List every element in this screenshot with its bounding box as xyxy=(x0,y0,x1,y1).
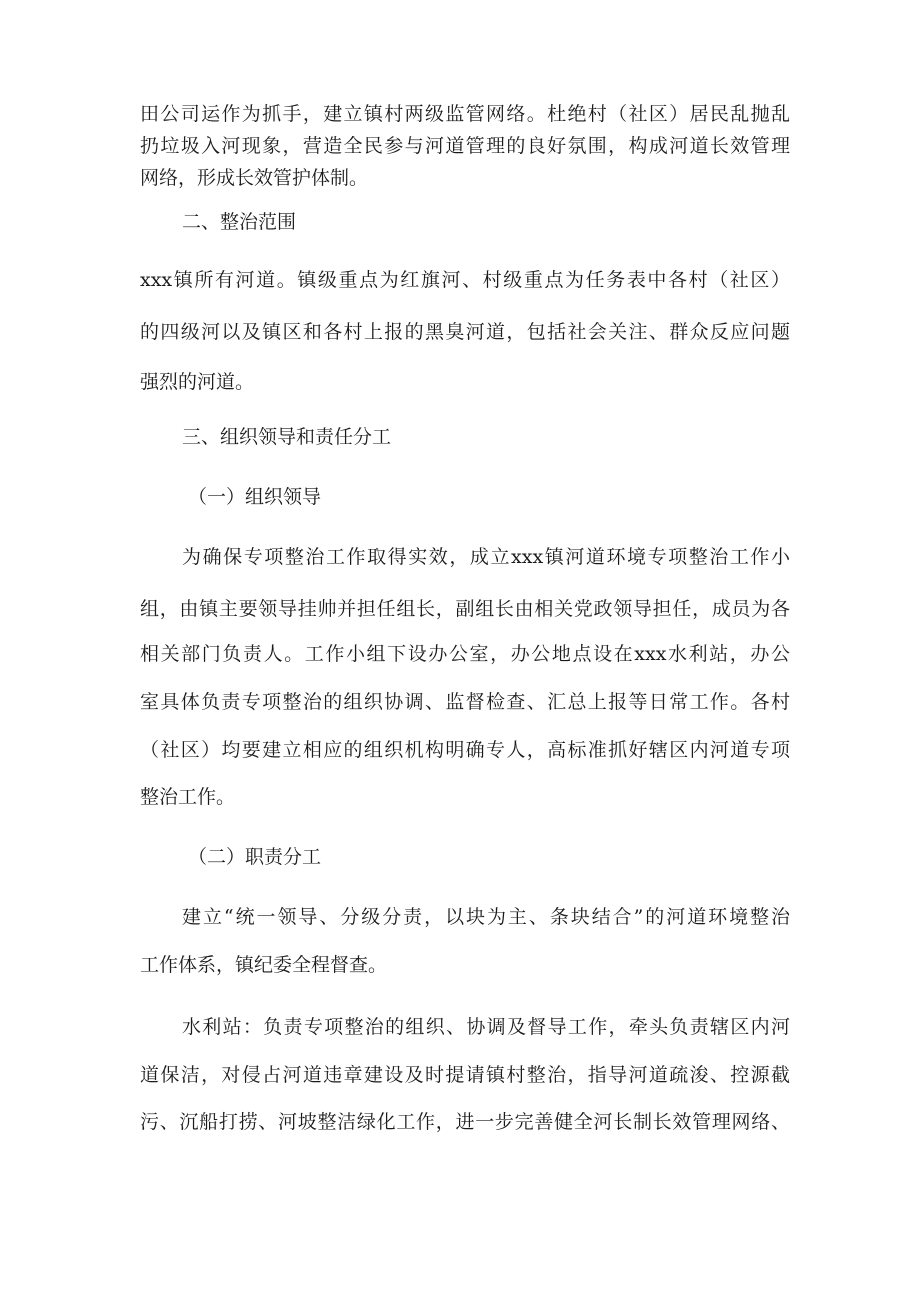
leadership-line-4: 室具体负责专项整治的组织协调、监督检查、汇总上报等日常工作。各村 xyxy=(140,691,790,713)
leadership-line-2: 组，由镇主要领导挂帅并担任组长，副组长由相关党政领导担任，成员为各 xyxy=(140,598,790,620)
leadership-line-6: 整治工作。 xyxy=(140,786,236,808)
leadership-line-5: （社区）均要建立相应的组织机构明确专人，高标准抓好辖区内河道专项 xyxy=(140,739,790,761)
responsibilities-para2-line-3: 污、沉船打捞、河坡整洁绿化工作，进一步完善健全河长制长效管理网络、 xyxy=(140,1111,790,1133)
section-heading-scope: 二、整治范围 xyxy=(182,211,297,233)
section-heading-organization: 三、组织领导和责任分工 xyxy=(182,426,392,448)
intro-line-3: 网络，形成长效管护体制。 xyxy=(140,167,369,189)
responsibilities-para1-line-2: 工作体系，镇纪委全程督查。 xyxy=(140,954,388,976)
responsibilities-para2-line-1: 水利站：负责专项整治的组织、协调及督导工作，牵头负责辖区内河 xyxy=(182,1016,790,1038)
leadership-line-3: 相关部门负责人。工作小组下设办公室，办公地点设在xxx水利站，办公 xyxy=(140,643,790,665)
scope-line-2: 的四级河以及镇区和各村上报的黑臭河道，包括社会关注、群众反应问题 xyxy=(140,321,790,343)
intro-line-1: 田公司运作为抓手，建立镇村两级监管网络。杜绝村（社区）居民乱抛乱 xyxy=(140,103,790,125)
responsibilities-para2-line-2: 道保洁，对侵占河道违章建设及时提请镇村整治，指导河道疏浚、控源截 xyxy=(140,1064,790,1086)
leadership-line-1: 为确保专项整治工作取得实效，成立xxx镇河道环境专项整治工作小 xyxy=(182,546,790,568)
scope-line-3: 强烈的河道。 xyxy=(140,371,255,393)
intro-line-2: 扔垃圾入河现象，营造全民参与河道管理的良好氛围，构成河道长效管理 xyxy=(140,135,790,157)
responsibilities-para1-line-1: 建立“统一领导、分级分责，以块为主、条块结合”的河道环境整治 xyxy=(182,906,790,928)
subheading-leadership: （一）组织领导 xyxy=(188,486,322,508)
scope-line-1: xxx镇所有河道。镇级重点为红旗河、村级重点为任务表中各村（社区） xyxy=(140,269,790,291)
subheading-responsibilities: （二）职责分工 xyxy=(188,846,322,868)
